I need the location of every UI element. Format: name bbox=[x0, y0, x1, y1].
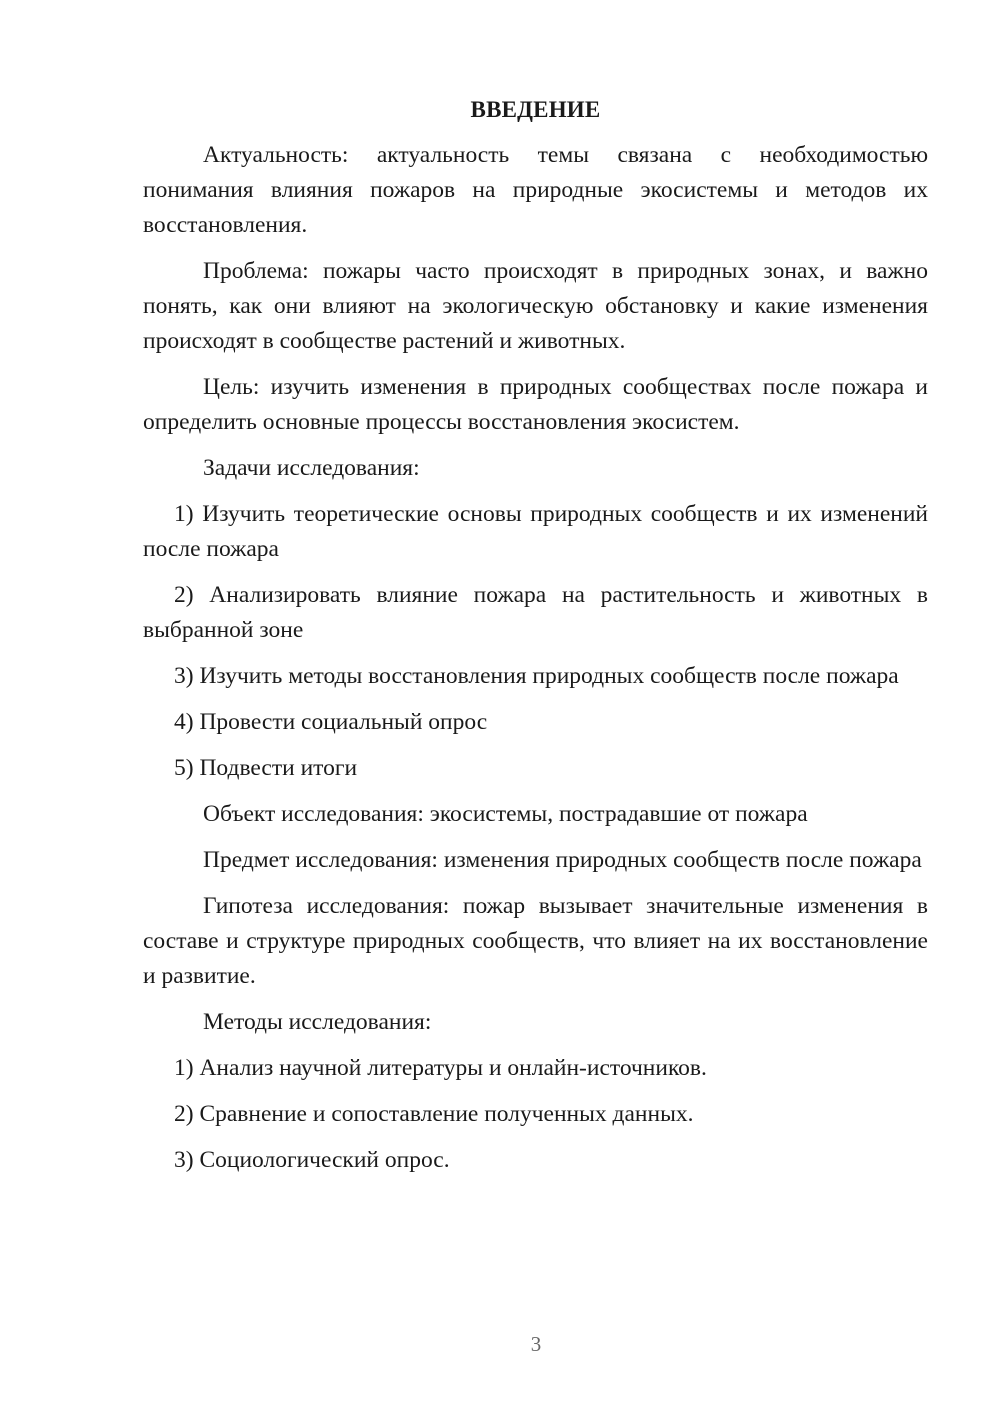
task-item-1: 1) Изучить теоретические основы природных сообществ и их изменений после пожара bbox=[143, 501, 928, 562]
method-item-3: 3) Социологический опрос. bbox=[174, 1147, 450, 1173]
paragraph-problem: Проблема: пожары часто происходят в природных зонах, и важно понять, как они влияют на экологическую обстановку и какие изменения происходят в сообществе растений и животных. bbox=[143, 258, 928, 354]
document-body bbox=[143, 92, 928, 1189]
paragraph-hypothesis: Гипотеза исследования: пожар вызывает значительные изменения в составе и структуре природных сообществ, что влияет на их восстановление и развитие. bbox=[143, 893, 928, 989]
task-item-5: 5) Подвести итоги bbox=[174, 755, 358, 781]
paragraph-goal: Цель: изучить изменения в природных сообществах после пожара и определить основные процессы восстановления экосистем. bbox=[143, 374, 928, 435]
paragraph-relevance: Актуальность: актуальность темы связана с необходимостью понимания влияния пожаров на природные экосистемы и методов их восстановления. bbox=[143, 142, 928, 238]
task-item-2: 2) Анализировать влияние пожара на растительность и животных в выбранной зоне bbox=[143, 582, 928, 643]
method-item-1: 1) Анализ научной литературы и онлайн-источников. bbox=[174, 1055, 707, 1081]
task-item-3: 3) Изучить методы восстановления природных сообществ после пожара bbox=[174, 663, 899, 689]
paragraph-tasks-heading: Задачи исследования: bbox=[203, 455, 420, 481]
task-item-4: 4) Провести социальный опрос bbox=[174, 709, 488, 735]
paragraph-methods-heading: Методы исследования: bbox=[203, 1009, 432, 1035]
paragraph-subject: Предмет исследования: изменения природных сообществ после пожара bbox=[203, 847, 922, 873]
paragraph-object: Объект исследования: экосистемы, пострадавшие от пожара bbox=[203, 801, 808, 827]
section-title: ВВЕДЕНИЕ bbox=[470, 97, 601, 122]
method-item-2: 2) Сравнение и сопоставление полученных данных. bbox=[174, 1101, 694, 1127]
page-number: 3 bbox=[530, 1332, 542, 1356]
